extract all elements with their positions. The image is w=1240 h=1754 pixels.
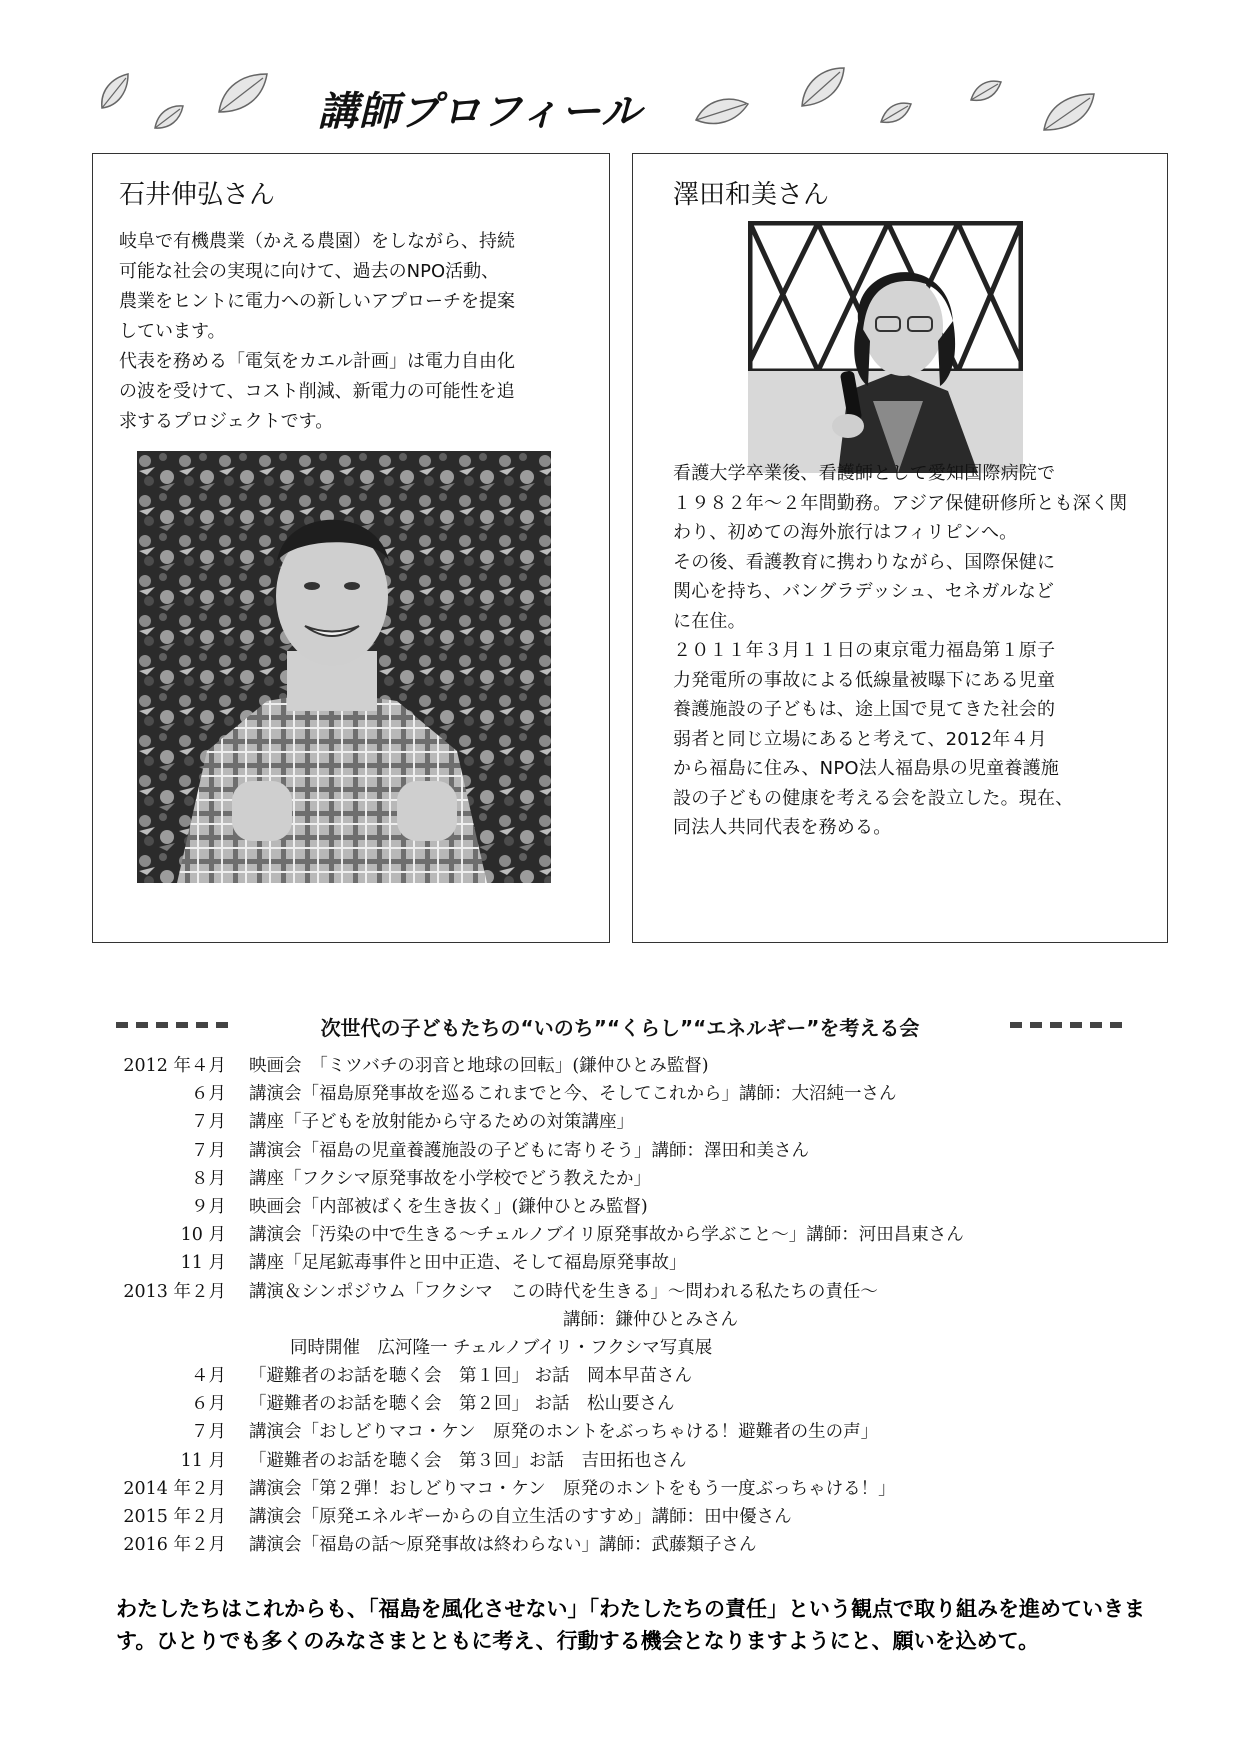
leaf-icon	[98, 72, 132, 112]
event-description: 講演会「おしどりマコ・ケン 原発のホントをぶっちゃける！避難者の生の声」	[249, 1422, 879, 1443]
event-description: 「避難者のお話を聴く会 第２回」 お話 松山要さん	[249, 1394, 675, 1415]
timeline-row	[116, 1165, 1156, 1193]
event-history	[116, 1052, 1156, 1559]
timeline-row	[116, 1390, 1156, 1418]
timeline-row	[116, 1080, 1156, 1108]
timeline-row	[116, 1503, 1156, 1531]
leaf-icon	[798, 64, 848, 110]
speaker-name: 澤田和美さん	[673, 180, 830, 210]
speaker-bio: 岐阜で有機農業（かえる農園）をしながら、持続 可能な社会の実現に向けて、過去のNPO活動、 農業をヒントに電力への新しいアプローチを提案 しています。 代表を務める「電気をカエル計画」は電力自由化 の波を受けて、コスト削減、新電力の可能性を追 求するプロジェクトです。	[119, 231, 515, 432]
event-date: ４月	[191, 1366, 226, 1387]
event-date: ６月	[191, 1084, 226, 1105]
event-date: ６月	[191, 1394, 226, 1415]
timeline-row	[116, 1418, 1156, 1446]
timeline-row	[116, 1531, 1156, 1559]
event-description: 講演会「汚染の中で生きる～チェルノブイリ原発事故から学ぶこと～」講師：河田昌東さん	[249, 1225, 964, 1246]
timeline-row	[116, 1193, 1156, 1221]
timeline-row	[116, 1306, 1156, 1334]
speaker-name: 石井伸弘さん	[119, 180, 276, 210]
event-description: 映画会 「ミツバチの羽音と地球の回転」(鎌仲ひとみ監督)	[249, 1056, 709, 1076]
event-description: 講座「足尾鉱毒事件と田中正造、そして福島原発事故」	[249, 1253, 687, 1274]
timeline-row	[116, 1052, 1156, 1080]
event-description: 映画会「内部被ばくを生き抜く」(鎌仲ひとみ監督)	[249, 1196, 648, 1217]
timeline-row	[116, 1221, 1156, 1249]
event-description: 講演＆シンポジウム「フクシマ この時代を生きる」～問われる私たちの責任～	[249, 1281, 878, 1302]
speaker-card-sawada	[632, 153, 1168, 943]
event-description: 「避難者のお話を聴く会 第３回」お話 吉田拓也さん	[249, 1450, 687, 1471]
timeline-row	[116, 1137, 1156, 1165]
timeline-row	[116, 1447, 1156, 1475]
event-description: 講演会「福島の児童養護施設の子どもに寄りそう」講師：澤田和美さん	[249, 1140, 809, 1161]
speaker-bio: 看護大学卒業後、看護師として愛知国際病院で １９８２年～２年間勤務。アジア保健研修所とも深く関わり、初めての海外旅行はフィリピンへ。 その後、看護教育に携わりながら、国際保健に 関心を持ち、バングラデッシュ、セネガルなど に在住。 ２０１１年３月１１日の東京電力福島第１原子 力発電所の事故による低線量被曝下にある児童 養護施設の子どもは、途上国で見てきた社会的 弱者と同じ立場にあると考えて、2012年４月 から福島に住み、NPO法人福島県の児童養護施 設の子どもの健康を考える会を設立した。現在、 同法人共同代表を務める。	[673, 463, 1128, 838]
event-date: 2013 年２月	[123, 1281, 226, 1302]
timeline-row	[116, 1278, 1156, 1306]
speaker-photo	[137, 451, 551, 883]
timeline-row	[116, 1475, 1156, 1503]
event-description: 講演会「福島の話～原発事故は終わらない」講師：武藤類子さん	[249, 1535, 757, 1556]
timeline-row	[116, 1334, 1156, 1362]
page-title: 講師プロフィール	[318, 89, 642, 135]
event-date: 11 月	[180, 1450, 226, 1471]
event-description: 講演会「福島原発事故を巡るこれまでと今、そしてこれから」講師：大沼純一さん	[249, 1084, 897, 1105]
event-description: 講演会「原発エネルギーからの自立生活のすすめ」講師：田中優さん	[249, 1507, 792, 1527]
event-date: ８月	[191, 1168, 226, 1189]
speaker-photo	[748, 221, 1023, 473]
event-description: 講座「子どもを放射能から守るための対策講座」	[249, 1112, 634, 1133]
timeline-row	[116, 1108, 1156, 1136]
event-date: 2012 年４月	[123, 1056, 226, 1076]
event-date: 2015 年２月	[123, 1507, 226, 1527]
event-description: 「避難者のお話を聴く会 第１回」 お話 岡本早苗さん	[249, 1366, 693, 1387]
leaf-icon	[878, 98, 914, 128]
leaf-icon	[152, 102, 186, 132]
event-description: 同時開催 広河隆一 チェルノブイリ・フクシマ写真展	[290, 1337, 713, 1358]
event-date: ９月	[191, 1196, 226, 1217]
speaker-card-ishii	[92, 153, 610, 943]
event-date: 2016 年２月	[123, 1535, 226, 1556]
event-description: 講演会「第２弾！おしどりマコ・ケン 原発のホントをもう一度ぶっちゃける！」	[249, 1478, 896, 1499]
closing-message: わたしたちはこれからも、「福島を風化させない」「わたしたちの責任」という観点で取り組みを進めていきます。ひとりでも多くのみなさまとともに考え、行動する機会となりますようにと、願いを込めて。	[116, 1597, 1145, 1653]
leaf-icon	[1040, 90, 1098, 134]
leaf-icon	[968, 76, 1004, 106]
leaf-icon	[215, 70, 271, 116]
leaf-icon	[692, 92, 752, 132]
history-title: 次世代の子どもたちの“いのち”“くらし”“エネルギー”を考える会	[320, 1016, 920, 1040]
event-date: 2014 年２月	[123, 1478, 226, 1499]
event-date: 11 月	[180, 1253, 226, 1274]
event-date: 10 月	[180, 1225, 226, 1246]
event-description: 講座「フクシマ原発事故を小学校でどう教えたか」	[249, 1168, 651, 1189]
timeline-row	[116, 1362, 1156, 1390]
event-date: ７月	[191, 1140, 226, 1161]
event-date: ７月	[191, 1112, 226, 1133]
event-description: 講師：鎌仲ひとみさん	[563, 1309, 738, 1330]
event-date: ７月	[191, 1422, 226, 1443]
timeline-row	[116, 1249, 1156, 1277]
